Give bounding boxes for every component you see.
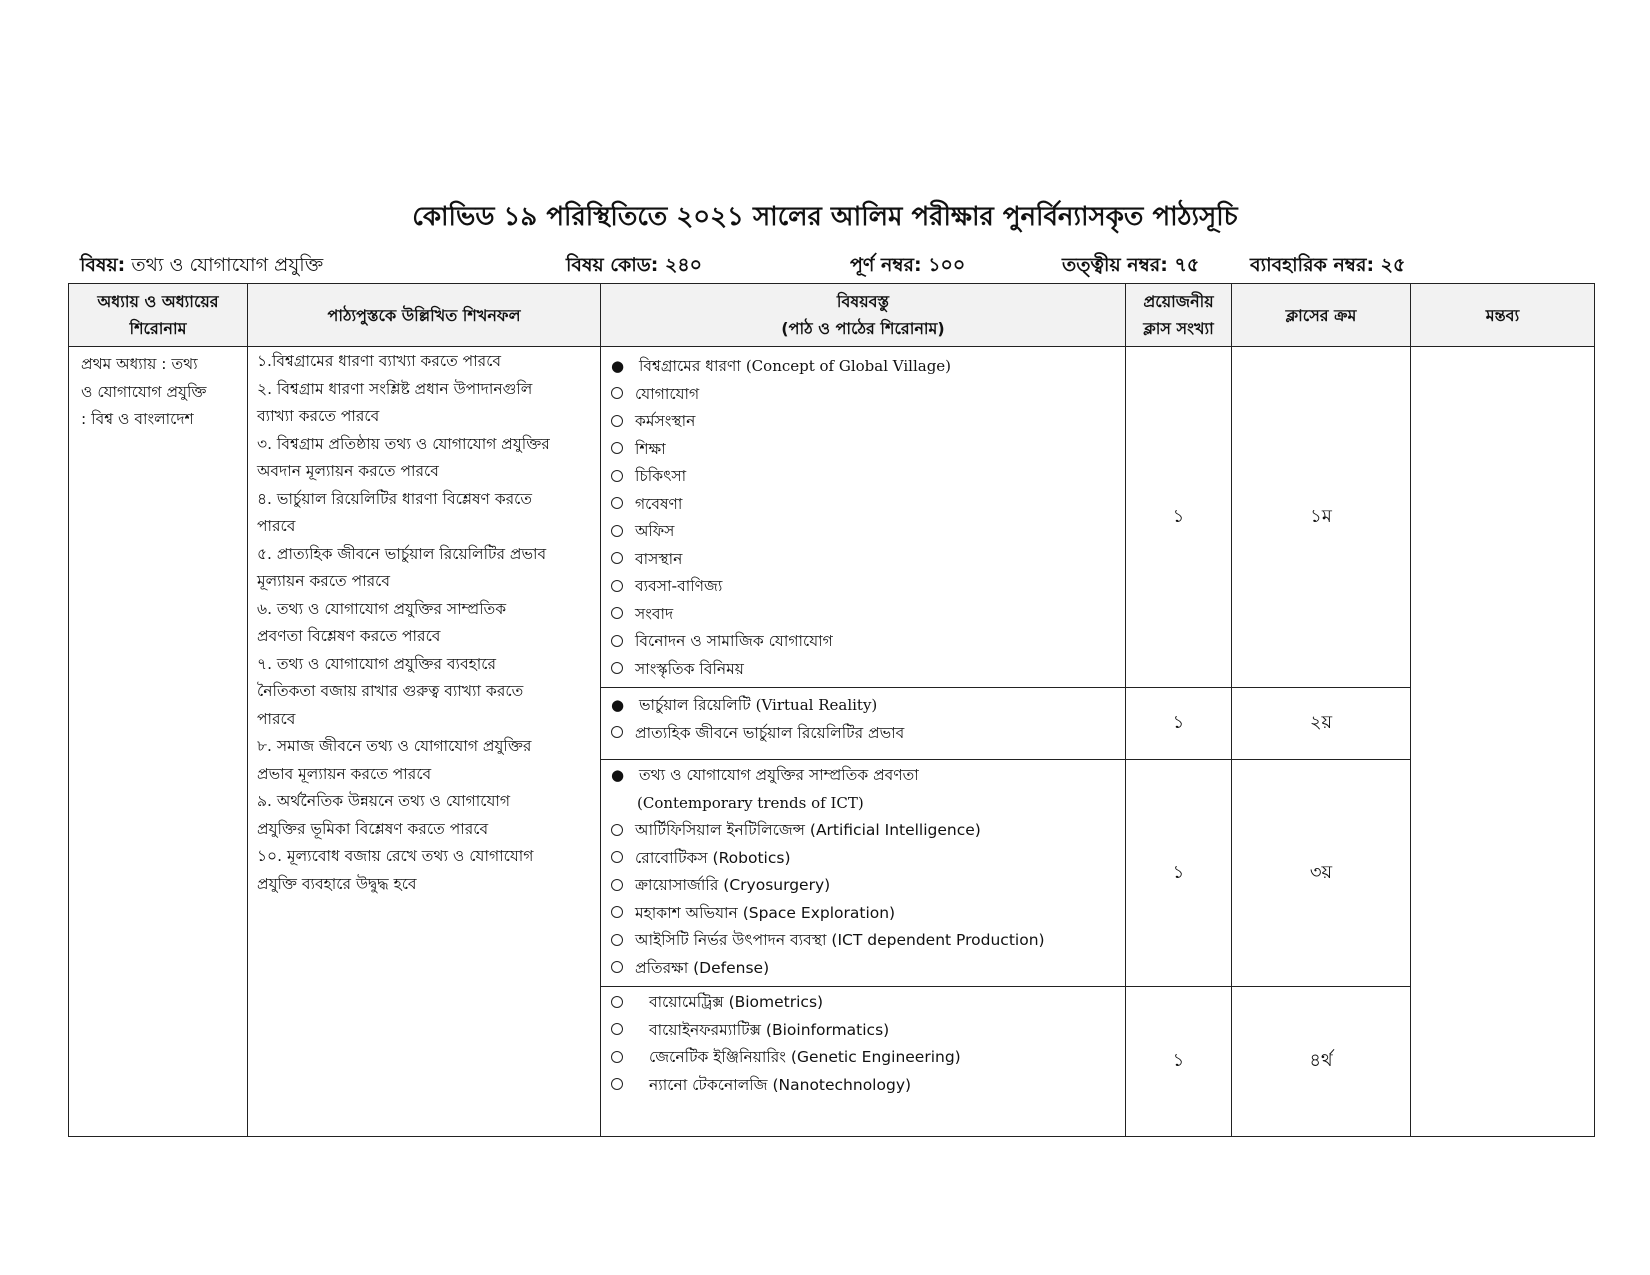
list-item <box>611 491 1117 519</box>
list-item <box>611 989 1117 1017</box>
content-cell-1 <box>601 347 1126 688</box>
subject-code-text: বিষয় কোড: ২৪০ <box>566 254 703 276</box>
remarks-cell <box>1411 347 1595 1137</box>
list-item <box>611 518 1117 546</box>
outcome-line: ২. বিশ্বগ্রাম ধারণা সংশ্লিষ্ট প্রধান উপাদানগুলি <box>257 379 533 398</box>
list-item <box>611 900 1117 928</box>
syllabus-table <box>68 283 1595 1137</box>
header-classes <box>1126 284 1232 347</box>
list-item <box>611 955 1117 983</box>
class-order-cell: ৩য় <box>1232 760 1411 987</box>
outcome-line: ৩. বিশ্বগ্রাম প্রতিষ্ঠায় তথ্য ও যোগাযোগ প্রযুক্তির <box>257 434 550 453</box>
list-item <box>611 817 1117 845</box>
outcome-line: প্রযুক্তির ভূমিকা বিশ্লেষণ করতে পারবে <box>257 819 489 838</box>
header-order: ক্লাসের ক্রম <box>1232 284 1411 347</box>
circle-bullet-icon <box>611 1051 623 1063</box>
list-item-text: বিনোদন ও সামাজিক যোগাযোগ <box>635 632 833 650</box>
list-item <box>611 845 1117 873</box>
bullet-dot-icon: ● <box>611 696 625 714</box>
header-chapter <box>69 284 248 347</box>
outcome-line: ১০. মূল্যবোধ বজায় রেখে তথ্য ও যোগাযোগ <box>257 847 534 865</box>
circle-bullet-icon <box>611 470 623 482</box>
list-item-text: মহাকাশ অভিযান (Space Exploration) <box>635 903 896 922</box>
list-item-text: বায়োইনফরম্যাটিক্স (Bioinformatics) <box>649 1020 890 1039</box>
header-remarks: মন্তব্য <box>1411 284 1595 347</box>
class-count-cell: ১ <box>1126 760 1232 987</box>
table-header-row <box>69 284 1595 347</box>
topic-en: (Concept of Global Village) <box>745 357 952 375</box>
list-item-text: রোবোটিকস (Robotics) <box>635 848 791 867</box>
list-item-text: যোগাযোগ <box>635 384 700 403</box>
circle-bullet-icon <box>611 442 623 454</box>
header-classes-line2: ক্লাস সংখ্যা <box>1143 319 1214 338</box>
circle-bullet-icon <box>611 1023 623 1035</box>
list-item-text: চিকিৎসা <box>635 467 687 485</box>
table-row <box>69 347 1595 688</box>
practical-marks-text: ব্যাবহারিক নম্বর: ২৫ <box>1250 254 1406 276</box>
list-item <box>611 436 1117 464</box>
circle-bullet-icon <box>611 996 623 1008</box>
class-order-cell: ৪র্থ <box>1232 987 1411 1137</box>
content-cell-2 <box>601 688 1126 760</box>
circle-bullet-icon <box>611 497 623 509</box>
practical-marks <box>1250 251 1405 283</box>
topic-en: (Virtual Reality) <box>755 696 878 714</box>
list-item-text: বাসস্থান <box>635 549 683 568</box>
circle-bullet-icon <box>611 726 623 738</box>
list-item <box>611 872 1117 900</box>
list-item-text: সাংস্কৃতিক বিনিময় <box>635 659 744 678</box>
circle-bullet-icon <box>611 635 623 647</box>
list-item-text: প্রাত্যহিক জীবনে ভার্চুয়াল রিয়েলিটির প্রভাব <box>635 723 905 742</box>
header-content-line1: বিষয়বস্তু <box>836 292 890 311</box>
list-item-text: গবেষণা <box>635 494 683 513</box>
outcome-line: ৫. প্রাত্যহিক জীবনে ভার্চুয়াল রিয়েলিটির প্রভাব <box>257 544 547 563</box>
list-item-text: সংবাদ <box>635 604 674 623</box>
full-marks <box>850 251 965 283</box>
outcome-line: ৮. সমাজ জীবনে তথ্য ও যোগাযোগ প্রযুক্তির <box>257 737 532 755</box>
circle-bullet-icon <box>611 580 623 592</box>
circle-bullet-icon <box>611 387 623 399</box>
class-order-cell: ১ম <box>1232 347 1411 688</box>
class-count-cell: ১ <box>1126 347 1232 688</box>
list-item-text: কর্মসংস্থান <box>635 412 696 430</box>
bullet-dot-icon: ● <box>611 766 625 784</box>
list-item-text: বায়োমেট্রিক্স (Biometrics) <box>649 993 824 1011</box>
list-item-text: আইসিটি নির্ভর উৎপাদন ব্যবস্থা (ICT dependent Production) <box>635 931 1045 949</box>
list-item <box>611 628 1117 656</box>
header-outcomes: পাঠ্যপুস্তকে উল্লিখিত শিখনফল <box>248 284 601 347</box>
list-item-text: ব্যবসা-বাণিজ্য <box>635 577 723 595</box>
outcome-line: ব্যাখ্যা করতে পারবে <box>257 407 380 425</box>
outcome-line: প্রভাব মূল্যায়ন করতে পারবে <box>257 764 432 783</box>
subtopic-list <box>611 381 1117 684</box>
circle-bullet-icon <box>611 1078 623 1090</box>
list-item <box>611 463 1117 491</box>
circle-bullet-icon <box>611 879 623 891</box>
subtopic-list <box>611 989 1117 1099</box>
list-item-text: শিক্ষা <box>635 439 666 458</box>
list-item <box>611 720 1117 748</box>
circle-bullet-icon <box>611 552 623 564</box>
list-item <box>611 656 1117 684</box>
chapter-cell <box>69 347 248 1137</box>
list-item-text: প্রতিরক্ষা (Defense) <box>635 958 770 977</box>
content-cell-3 <box>601 760 1126 987</box>
circle-bullet-icon <box>611 662 623 674</box>
list-item-text: জেনেটিক ইঞ্জিনিয়ারিং (Genetic Engineering) <box>649 1048 961 1066</box>
topic-bn: তথ্য ও যোগাযোগ প্রযুক্তির সাম্প্রতিক প্রবণতা <box>639 766 919 784</box>
topic-heading <box>611 353 1117 381</box>
header-content <box>601 284 1126 347</box>
header-chapter-line1: অধ্যায় ও অধ্যায়ের <box>97 292 219 311</box>
theory-marks-text: তত্ত্বীয় নম্বর: ৭৫ <box>1062 254 1200 276</box>
circle-bullet-icon <box>611 851 623 863</box>
class-order-cell: ২য় <box>1232 688 1411 760</box>
outcome-line: ৯. অর্থনৈতিক উন্নয়নে তথ্য ও যোগাযোগ <box>257 792 511 810</box>
outcome-line: ১.বিশ্বগ্রামের ধারণা ব্যাখ্যা করতে পারবে <box>257 352 502 370</box>
chapter-line2: ও যোগাযোগ প্রযুক্তি <box>81 382 207 401</box>
outcome-line: ৬. তথ্য ও যোগাযোগ প্রযুক্তির সাম্প্রতিক <box>257 599 507 618</box>
chapter-line3: : বিশ্ব ও বাংলাদেশ <box>81 410 194 428</box>
outcome-line: পারবে <box>257 517 296 535</box>
subject-label: বিষয়: <box>80 254 126 276</box>
topic-heading <box>611 762 1117 790</box>
full-marks-text: পূর্ণ নম্বর: ১০০ <box>850 254 966 276</box>
bullet-dot-icon: ● <box>611 357 625 375</box>
subject-code <box>566 251 702 283</box>
class-count-cell: ১ <box>1126 688 1232 760</box>
circle-bullet-icon <box>611 906 623 918</box>
list-item <box>611 1044 1117 1072</box>
topic-bn: বিশ্বগ্রামের ধারণা <box>639 357 741 375</box>
list-item <box>611 1072 1117 1100</box>
outcome-line: ৪. ভার্চুয়াল রিয়েলিটির ধারণা বিশ্লেষণ করতে <box>257 489 533 508</box>
list-item-text: অফিস <box>635 522 675 540</box>
outcome-line: মূল্যায়ন করতে পারবে <box>257 572 391 590</box>
subject-meta <box>80 251 323 283</box>
outcome-line: প্রবণতা বিশ্লেষণ করতে পারবে <box>257 627 441 645</box>
circle-bullet-icon <box>611 607 623 619</box>
outcome-line: অবদান মূল্যায়ন করতে পারবে <box>257 462 439 480</box>
topic-bn: ভার্চুয়াল রিয়েলিটি <box>639 696 751 714</box>
subject-value: তথ্য ও যোগাযোগ প্রযুক্তি <box>131 254 324 276</box>
content-cell-4 <box>601 987 1126 1137</box>
list-item-text: ন্যানো টেকনোলজি (Nanotechnology) <box>649 1075 912 1094</box>
topic-heading <box>611 692 1117 720</box>
circle-bullet-icon <box>611 961 623 973</box>
list-item-text: আর্টিফিসিয়াল ইনটিলিজেন্স (Artificial Intelligence) <box>635 821 981 839</box>
list-item <box>611 408 1117 436</box>
circle-bullet-icon <box>611 824 623 836</box>
outcome-line: প্রযুক্তি ব্যবহারে উদ্বুদ্ধ হবে <box>257 874 417 893</box>
page-title: কোভিড ১৯ পরিস্থিতিতে ২০২১ সালের আলিম পরীক্ষার পুনর্বিন্যাসকৃত পাঠ্যসূচি <box>412 202 1238 232</box>
topic-en: (Contemporary trends of ICT) <box>637 793 864 812</box>
outcome-line: ৭. তথ্য ও যোগাযোগ প্রযুক্তির ব্যবহারে <box>257 654 497 673</box>
list-item <box>611 927 1117 955</box>
list-item <box>611 573 1117 601</box>
outcome-line: নৈতিকতা বজায় রাখার গুরুত্ব ব্যাখ্যা করতে <box>257 682 524 700</box>
list-item <box>611 1017 1117 1045</box>
chapter-line1: প্রথম অধ্যায় : তথ্য <box>81 355 198 373</box>
outcome-line: পারবে <box>257 709 296 728</box>
list-item <box>611 381 1117 409</box>
header-chapter-line2: শিরোনাম <box>129 319 187 338</box>
class-count-cell: ১ <box>1126 987 1232 1137</box>
subtopic-list <box>611 817 1117 982</box>
theory-marks <box>1062 251 1199 283</box>
outcomes-cell <box>248 347 601 1137</box>
list-item-text: ক্রায়োসার্জারি (Cryosurgery) <box>635 876 831 894</box>
header-classes-line1: প্রয়োজনীয় <box>1143 292 1214 311</box>
subtopic-list <box>611 720 1117 748</box>
list-item <box>611 601 1117 629</box>
circle-bullet-icon <box>611 934 623 946</box>
circle-bullet-icon <box>611 525 623 537</box>
circle-bullet-icon <box>611 415 623 427</box>
list-item <box>611 546 1117 574</box>
header-content-line2: (পাঠ ও পাঠের শিরোনাম) <box>781 319 945 338</box>
